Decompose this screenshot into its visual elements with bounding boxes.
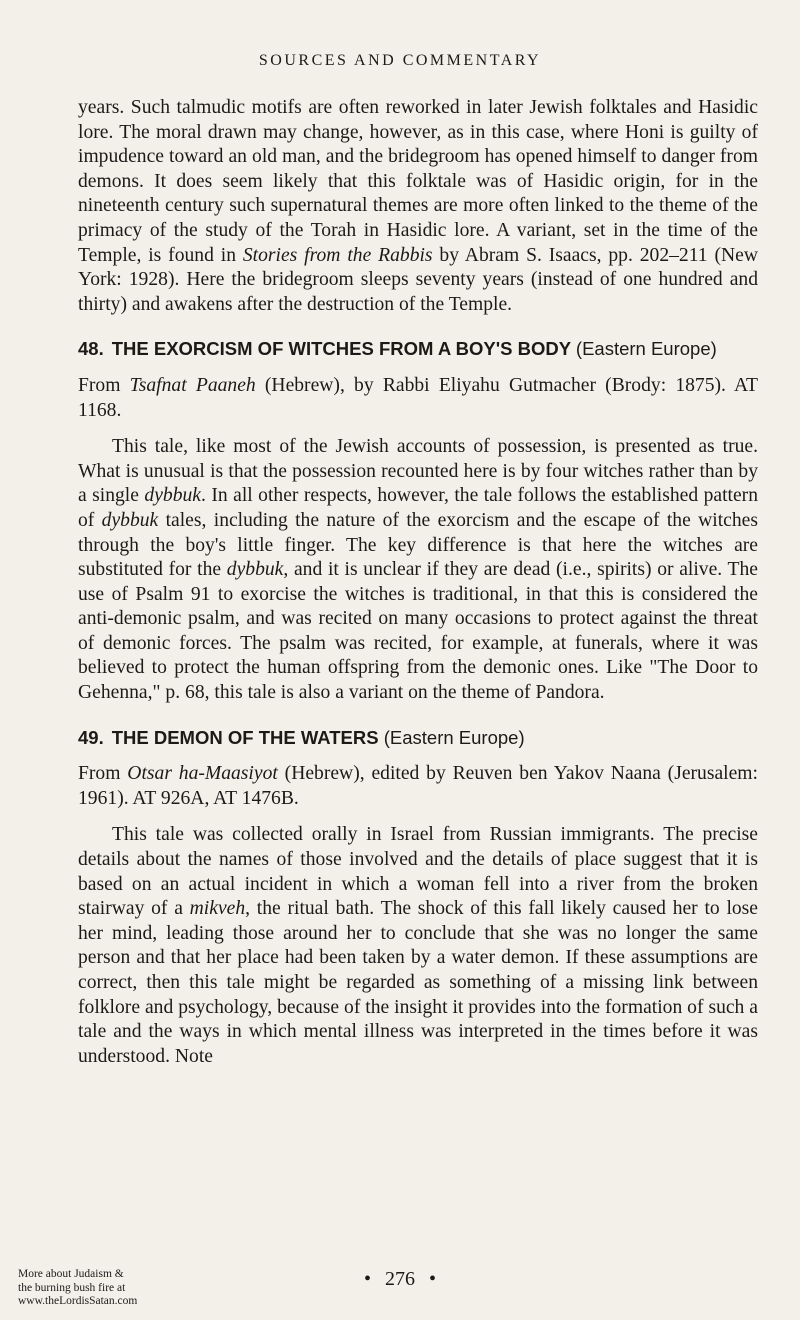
commentary-text: This tale was collected orally in Israel from Russian immigrants. The precise details about the names of those involved and the details of place suggest that it is based on an actual incident in which a woman fell into a river from the broken stairway of a <box>78 824 758 920</box>
commentary-text: tales, including the nature of the exorcism and the escape of the witches through the boy's little finger. The key difference is that here the witches are substituted for the <box>78 509 758 581</box>
commentary-text: . In all other respects, however, the tale follows the established pattern of <box>78 485 759 531</box>
commentary-text: , the ritual bath. The shock of this fall likely caused her to lose her mind, leading those around her to conclude that she was no longer the same person and that her place had been taken by a water demon. If these assumptions are correct, then this tale might be regarded as something of a missing link between folklore and psychology, because of the insight it provides into the formation of such a tale and the ways in which mental illness was interpreted in the times before it was understood. Note <box>78 898 759 1067</box>
watermark-line: the burning bush fire at <box>18 1281 126 1294</box>
watermark-url[interactable]: www.theLordisSatan.com <box>18 1295 138 1307</box>
section-title: THE EXORCISM OF WITCHES FROM A BOY'S BODY <box>111 338 571 360</box>
watermark <box>18 1268 137 1309</box>
commentary-term: dybbuk <box>101 509 159 531</box>
running-head: SOURCES AND COMMENTARY <box>258 52 542 69</box>
commentary-49 <box>78 823 758 1069</box>
page-number-dot: • <box>429 1268 437 1290</box>
commentary-text: , and it is unclear if they are dead (i.e., spirits) or alive. The use of Psalm 91 to exorcise the witches is traditional, in that this is considered the anti-demonic psalm, and was recited on many occasions to protect against the threat of demonic forces. The psalm was recited, for example, at funerals, where it was believed to protect the human offspring from the demonic ones. Like "The Door to Gehenna," p. 68, this tale is also a variant on the theme of Pandora. <box>78 559 759 704</box>
section-number: 48. <box>78 338 104 360</box>
source-details: (Hebrew), by Rabbi Eliyahu Gutmacher (Brody: 1875). AT 1168. <box>78 374 758 421</box>
source-title: Tsafnat Paaneh <box>129 374 256 396</box>
commentary-48 <box>78 435 758 706</box>
page-number-dot: • <box>363 1268 371 1290</box>
watermark-line: More about Judaism & <box>18 1268 124 1280</box>
commentary-term: dybbuk <box>226 559 284 581</box>
section-region: (Eastern Europe) <box>575 338 717 360</box>
intro-text-end: by Abram S. Isaacs, pp. 202–211 (New York: 1928). Here the bridegroom sleeps seventy years (instead of one hundred and thirty) and awakens after the destruction of the Temple. <box>78 244 758 315</box>
source-citation-48 <box>78 374 758 423</box>
source-prefix: From <box>78 763 128 785</box>
section-heading-48 <box>78 337 758 362</box>
intro-text: years. Such talmudic motifs are often reworked in later Jewish folktales and Hasidic lore. The moral drawn may change, however, as in this case, where Honi is guilty of impudence toward an old man, and the bridegroom has opened himself to danger from demons. It does seem likely that this folktale was of Hasidic origin, for in the nineteenth century such supernatural themes are more often linked to the theme of the primacy of the study of the Torah in Hasidic lore. A variant, set in the time of the Temple, is found in <box>78 97 758 266</box>
commentary-term: dybbuk <box>144 485 201 507</box>
source-title: Otsar ha-Maasiyot <box>127 763 278 785</box>
intro-paragraph <box>78 96 758 317</box>
commentary-text: This tale, like most of the Jewish accounts of possession, is presented as true. What is unusual is that the possession recounted here is by four witches rather than by a single <box>78 436 758 507</box>
body-text <box>78 96 758 1069</box>
section-title: THE DEMON OF THE WATERS <box>111 726 379 748</box>
source-prefix: From <box>78 374 130 396</box>
source-citation-49 <box>78 762 758 811</box>
section-number: 49. <box>78 726 104 748</box>
page-number-value: 276 <box>385 1268 415 1290</box>
section-region: (Eastern Europe) <box>383 726 525 748</box>
intro-book-title: Stories from the Rabbis <box>242 244 433 266</box>
commentary-term: mikveh <box>189 898 246 920</box>
source-details: (Hebrew), edited by Reuven ben Yakov Naana (Jerusalem: 1961). AT 926A, AT 1476B. <box>78 763 758 809</box>
section-heading-49 <box>78 726 758 751</box>
